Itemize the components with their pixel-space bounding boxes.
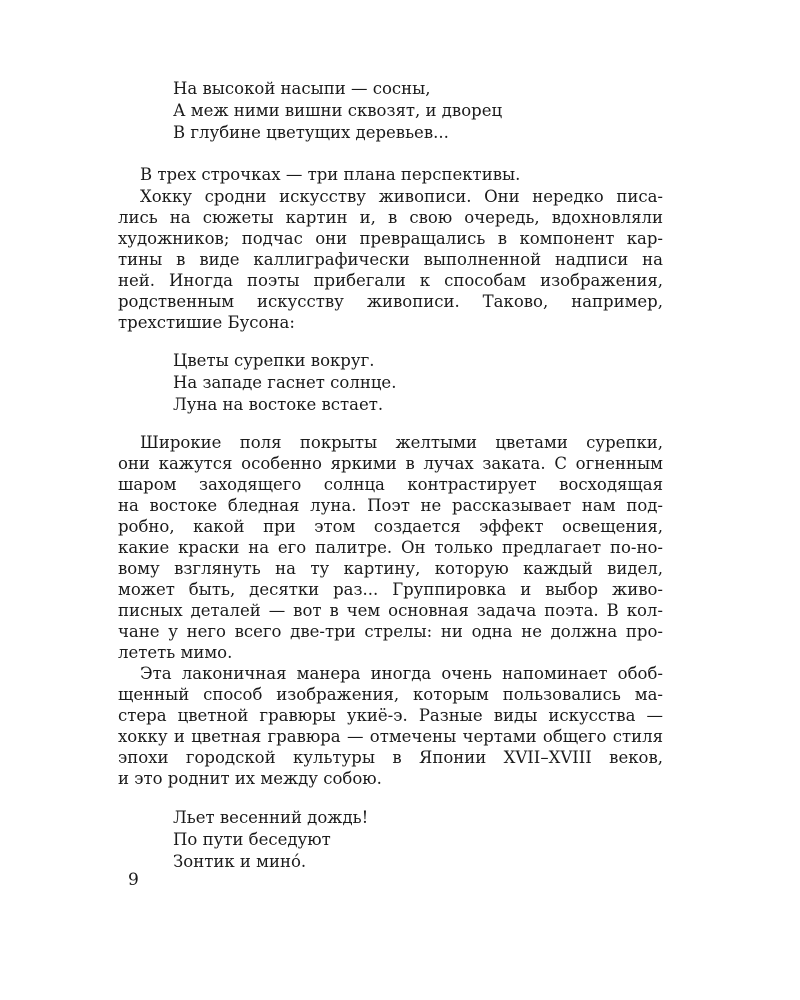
text-line: хокку и цветная гравюра — отмечены чертами общего стиля xyxy=(118,727,663,746)
text-line: В трех строчках — три плана перспективы. xyxy=(140,165,521,184)
poem-line: Луна на востоке встает. xyxy=(173,395,384,414)
text-line: щенный способ изображения, которым пользовались ма- xyxy=(118,685,663,704)
poem-line: В глубине цветущих деревьев... xyxy=(173,123,449,142)
poem-line: А меж ними вишни сквозят, и дворец xyxy=(173,101,503,120)
page-number: 9 xyxy=(128,870,139,890)
text-line: и это роднит их между собою. xyxy=(118,769,382,788)
text-line: чане у него всего две-три стрелы: ни одна не должна про- xyxy=(118,622,663,641)
poem-line: По пути беседуют xyxy=(173,830,331,849)
text-line: на востоке бледная луна. Поэт не рассказывает нам под- xyxy=(118,496,663,515)
poem-line: Льет весенний дождь! xyxy=(173,808,369,827)
text-line: робно, какой при этом создается эффект освещения, xyxy=(118,517,663,536)
text-line: они кажутся особенно яркими в лучах заката. С огненным xyxy=(118,454,663,473)
poem-line: На высокой насыпи — сосны, xyxy=(173,79,431,98)
text-line: писных деталей — вот в чем основная задача поэта. В кол- xyxy=(118,601,663,620)
text-line: какие краски на его палитре. Он только предлагает по-но- xyxy=(118,538,663,557)
text-line: ней. Иногда поэты прибегали к способам изображения, xyxy=(118,271,663,290)
text-line: тины в виде каллиграфически выполненной надписи на xyxy=(118,250,663,269)
text-line: Широкие поля покрыты желтыми цветами сурепки, xyxy=(140,433,663,452)
text-line: лись на сюжеты картин и, в свою очередь, вдохновляли xyxy=(118,208,663,227)
text-line: Хокку сродни искусству живописи. Они нередко писа- xyxy=(140,187,663,206)
text-line: стера цветной гравюры укиё-э. Разные виды искусства — xyxy=(118,706,663,725)
text-line: родственным искусству живописи. Таково, например, xyxy=(118,292,663,311)
poem-line: Зонтик и мино́. xyxy=(173,852,307,871)
text-line: лететь мимо. xyxy=(118,643,233,662)
poem-line: Цветы сурепки вокруг. xyxy=(173,351,375,370)
poem-line: На западе гаснет солнце. xyxy=(173,373,397,392)
text-line: шаром заходящего солнца контрастирует восходящая xyxy=(118,475,663,494)
text-line: трехстишие Бусона: xyxy=(118,313,295,332)
text-line: художников; подчас они превращались в компонент кар- xyxy=(118,229,663,248)
text-line: вому взглянуть на ту картину, которую каждый видел, xyxy=(118,559,663,578)
text-line: эпохи городской культуры в Японии XVII–XVIII веков, xyxy=(118,748,663,767)
text-line: может быть, десятки раз... Группировка и выбор живо- xyxy=(118,580,663,599)
text-line: Эта лаконичная манера иногда очень напоминает обоб- xyxy=(140,664,663,683)
